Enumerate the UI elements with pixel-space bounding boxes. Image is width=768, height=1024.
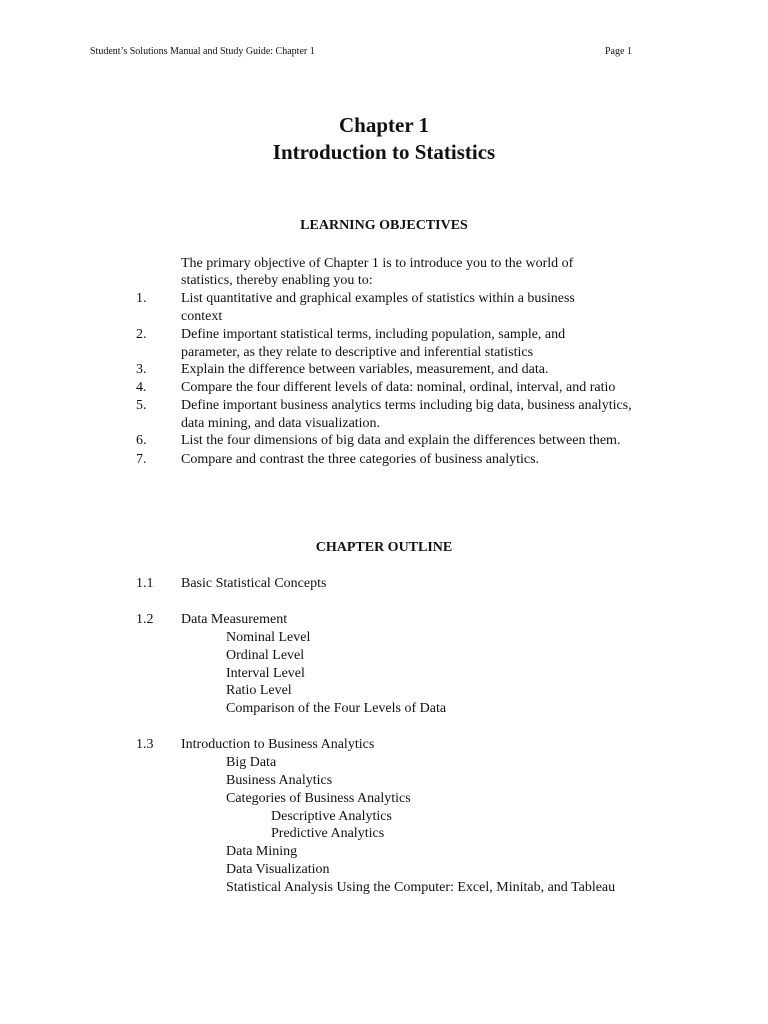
outline-section-number: 1.1 (136, 576, 154, 591)
objective-text: Compare the four different levels of data: nominal, ordinal, interval, and ratio (181, 380, 616, 395)
objective-number: 6. (136, 433, 147, 448)
outline-subtopic: Nominal Level (226, 630, 311, 645)
chapter-number: Chapter 1 (338, 113, 430, 137)
chapter-outline-heading: CHAPTER OUTLINE (315, 540, 453, 555)
outline-section-title: Basic Statistical Concepts (181, 576, 327, 591)
outline-subtopic: Interval Level (226, 666, 305, 681)
objective-text: Define important business analytics terms including big data, business analytics, (181, 398, 632, 413)
objective-text: Explain the difference between variables, measurement, and data. (181, 362, 549, 377)
outline-subsubtopic: Descriptive Analytics (271, 809, 392, 824)
outline-subsubtopic: Predictive Analytics (271, 826, 385, 841)
outline-subtopic: Statistical Analysis Using the Computer: Excel, Minitab, and Tableau (226, 880, 616, 895)
objective-number: 1. (136, 291, 147, 306)
running-header: Student’s Solutions Manual and Study Guide: Chapter 1 (90, 46, 315, 57)
outline-subtopic: Categories of Business Analytics (226, 791, 411, 806)
learning-objectives-heading: LEARNING OBJECTIVES (300, 218, 468, 233)
outline-section-number: 1.2 (136, 612, 154, 627)
objective-text: List quantitative and graphical examples of statistics within a business (181, 291, 575, 306)
objective-number: 2. (136, 327, 147, 342)
page-number: Page 1 (605, 46, 632, 57)
objective-number: 3. (136, 362, 147, 377)
outline-subtopic: Comparison of the Four Levels of Data (226, 701, 447, 716)
chapter-title: Introduction to Statistics (272, 140, 496, 164)
objective-text: Define important statistical terms, including population, sample, and (181, 327, 566, 342)
outline-subtopic: Data Visualization (226, 862, 330, 877)
outline-subtopic: Business Analytics (226, 773, 333, 788)
outline-subtopic: Ordinal Level (226, 648, 305, 663)
outline-subtopic: Ratio Level (226, 683, 292, 698)
outline-section-title: Introduction to Business Analytics (181, 737, 375, 752)
objective-text: List the four dimensions of big data and explain the differences between them. (181, 433, 621, 448)
outline-subtopic: Data Mining (226, 844, 298, 859)
objective-text: Compare and contrast the three categories of business analytics. (181, 452, 540, 467)
objective-number: 5. (136, 398, 147, 413)
objective-number: 7. (136, 452, 147, 467)
outline-subtopic: Big Data (226, 755, 277, 770)
objective-text: context (181, 309, 223, 324)
outline-section-number: 1.3 (136, 737, 154, 752)
objectives-intro-line: statistics, thereby enabling you to: (181, 273, 373, 288)
outline-section-title: Data Measurement (181, 612, 288, 627)
objective-text: data mining, and data visualization. (181, 416, 381, 431)
objectives-intro-line: The primary objective of Chapter 1 is to introduce you to the world of (181, 256, 574, 271)
objective-number: 4. (136, 380, 147, 395)
objective-text: parameter, as they relate to descriptive and inferential statistics (181, 345, 534, 360)
